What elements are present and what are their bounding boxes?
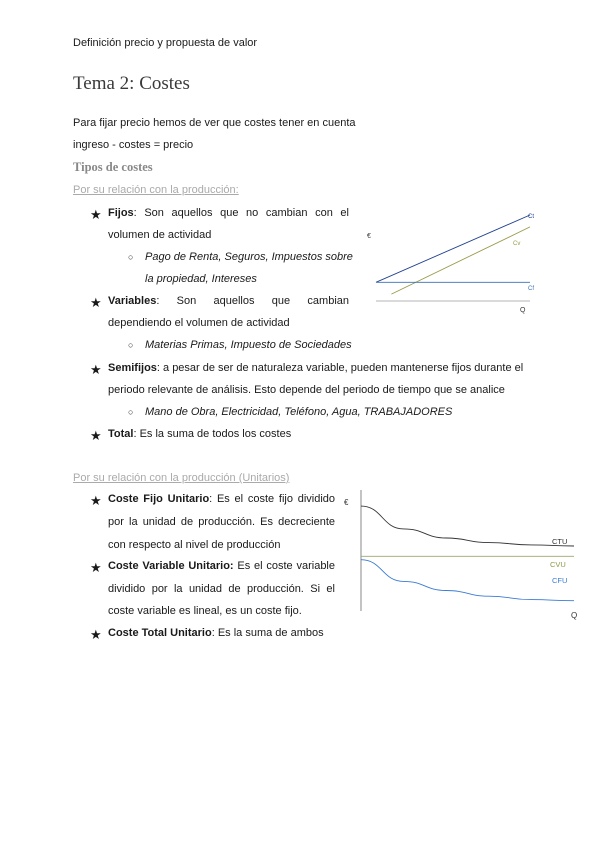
circle-bullet: ○: [128, 252, 134, 262]
ctu-line: [108, 627, 324, 639]
fijos-label: Fijos: [108, 207, 134, 219]
section-title: Tipos de costes: [73, 160, 153, 174]
cf-label: Cf: [528, 286, 534, 292]
section1-heading: Por su relación con la producción:: [73, 184, 239, 196]
total-cost-chart: [362, 205, 542, 320]
document-header: Definición precio y propuesta de valor: [73, 37, 258, 49]
star-bullet: ★: [90, 295, 102, 310]
ct-line: [376, 215, 530, 282]
cvu-label: Coste Variable Unitario:: [108, 560, 234, 572]
ctu-label: Coste Total Unitario: [108, 627, 212, 639]
fijos-desc-1: : Son aquellos que no cambian con el: [133, 207, 349, 219]
chart1-x-label: Q: [520, 307, 526, 314]
cvu-desc-3: coste variable es lineal, es un coste fijo.: [108, 605, 302, 617]
ctu-label: CTU: [552, 537, 568, 546]
semifijos-label: Semifijos: [108, 362, 157, 374]
cfu-curve: [361, 560, 574, 601]
total-desc: : Es la suma de todos los costes: [133, 428, 292, 440]
semifijos-desc-1: : a pesar de ser de naturaleza variable, pueden mantenerse fijos durante el: [156, 362, 524, 374]
cv-label: Cv: [513, 241, 521, 247]
cv-line: [391, 227, 530, 294]
cfu-desc-2: por la unidad de producción. Es decreciente: [108, 516, 335, 528]
fijos-line-1: [108, 207, 349, 219]
chart1-y-label: €: [367, 233, 371, 240]
cvu-desc-2: dividido por la unidad de producción. Si el: [108, 583, 335, 595]
star-bullet: ★: [90, 627, 102, 642]
fijos-desc-2: volumen de actividad: [108, 229, 212, 241]
star-bullet: ★: [90, 560, 102, 575]
total-line: [108, 428, 291, 440]
cfu-desc-3: con respecto al nivel de producción: [108, 539, 281, 551]
ctu-curve: [361, 506, 574, 546]
ct-label: Ct: [528, 214, 534, 220]
star-bullet: ★: [90, 428, 102, 443]
star-bullet: ★: [90, 207, 102, 222]
ctu-desc: : Es la suma de ambos: [211, 627, 324, 639]
variables-desc-1: : Son aquellos que cambian: [156, 295, 349, 307]
unit-cost-chart: [342, 487, 582, 622]
variables-example: Materias Primas, Impuesto de Sociedades: [145, 339, 352, 351]
circle-bullet: ○: [128, 340, 134, 350]
circle-bullet: ○: [128, 407, 134, 417]
page-title: Tema 2: Costes: [73, 73, 190, 94]
chart2-y-label: €: [344, 498, 349, 507]
intro-line-2: ingreso - costes = precio: [73, 139, 194, 151]
variables-desc-2: dependiendo el volumen de actividad: [108, 317, 290, 329]
semifijos-desc-2: periodo relevante de análisis. Esto depende del periodo de tiempo que se analice: [108, 384, 505, 396]
total-label: Total: [108, 428, 134, 440]
intro-line-1: Para fijar precio hemos de ver que costes tener en cuenta: [73, 117, 356, 129]
star-bullet: ★: [90, 493, 102, 508]
variables-line-1: [108, 295, 349, 307]
cfu-label: CFU: [552, 576, 568, 585]
fijos-example-1: Pago de Renta, Seguros, Impuestos sobre: [145, 251, 353, 263]
semifijos-line-1: [108, 362, 523, 374]
cfu-desc-1: : Es el coste fijo dividido: [209, 493, 336, 505]
cvu-label: CVU: [550, 560, 566, 569]
fijos-example-2: la propiedad, Intereses: [145, 273, 257, 285]
cfu-line-1: [108, 493, 335, 505]
star-bullet: ★: [90, 362, 102, 377]
cfu-label: Coste Fijo Unitario: [108, 493, 210, 505]
semifijos-example: Mano de Obra, Electricidad, Teléfono, Agua, TRABAJADORES: [145, 406, 453, 418]
cvu-line-1: [108, 560, 335, 572]
chart2-x-label: Q: [571, 611, 578, 620]
variables-label: Variables: [108, 295, 157, 307]
cvu-desc-1: Es el coste variable: [233, 560, 335, 572]
section2-heading: Por su relación con la producción (Unitarios): [73, 472, 290, 484]
